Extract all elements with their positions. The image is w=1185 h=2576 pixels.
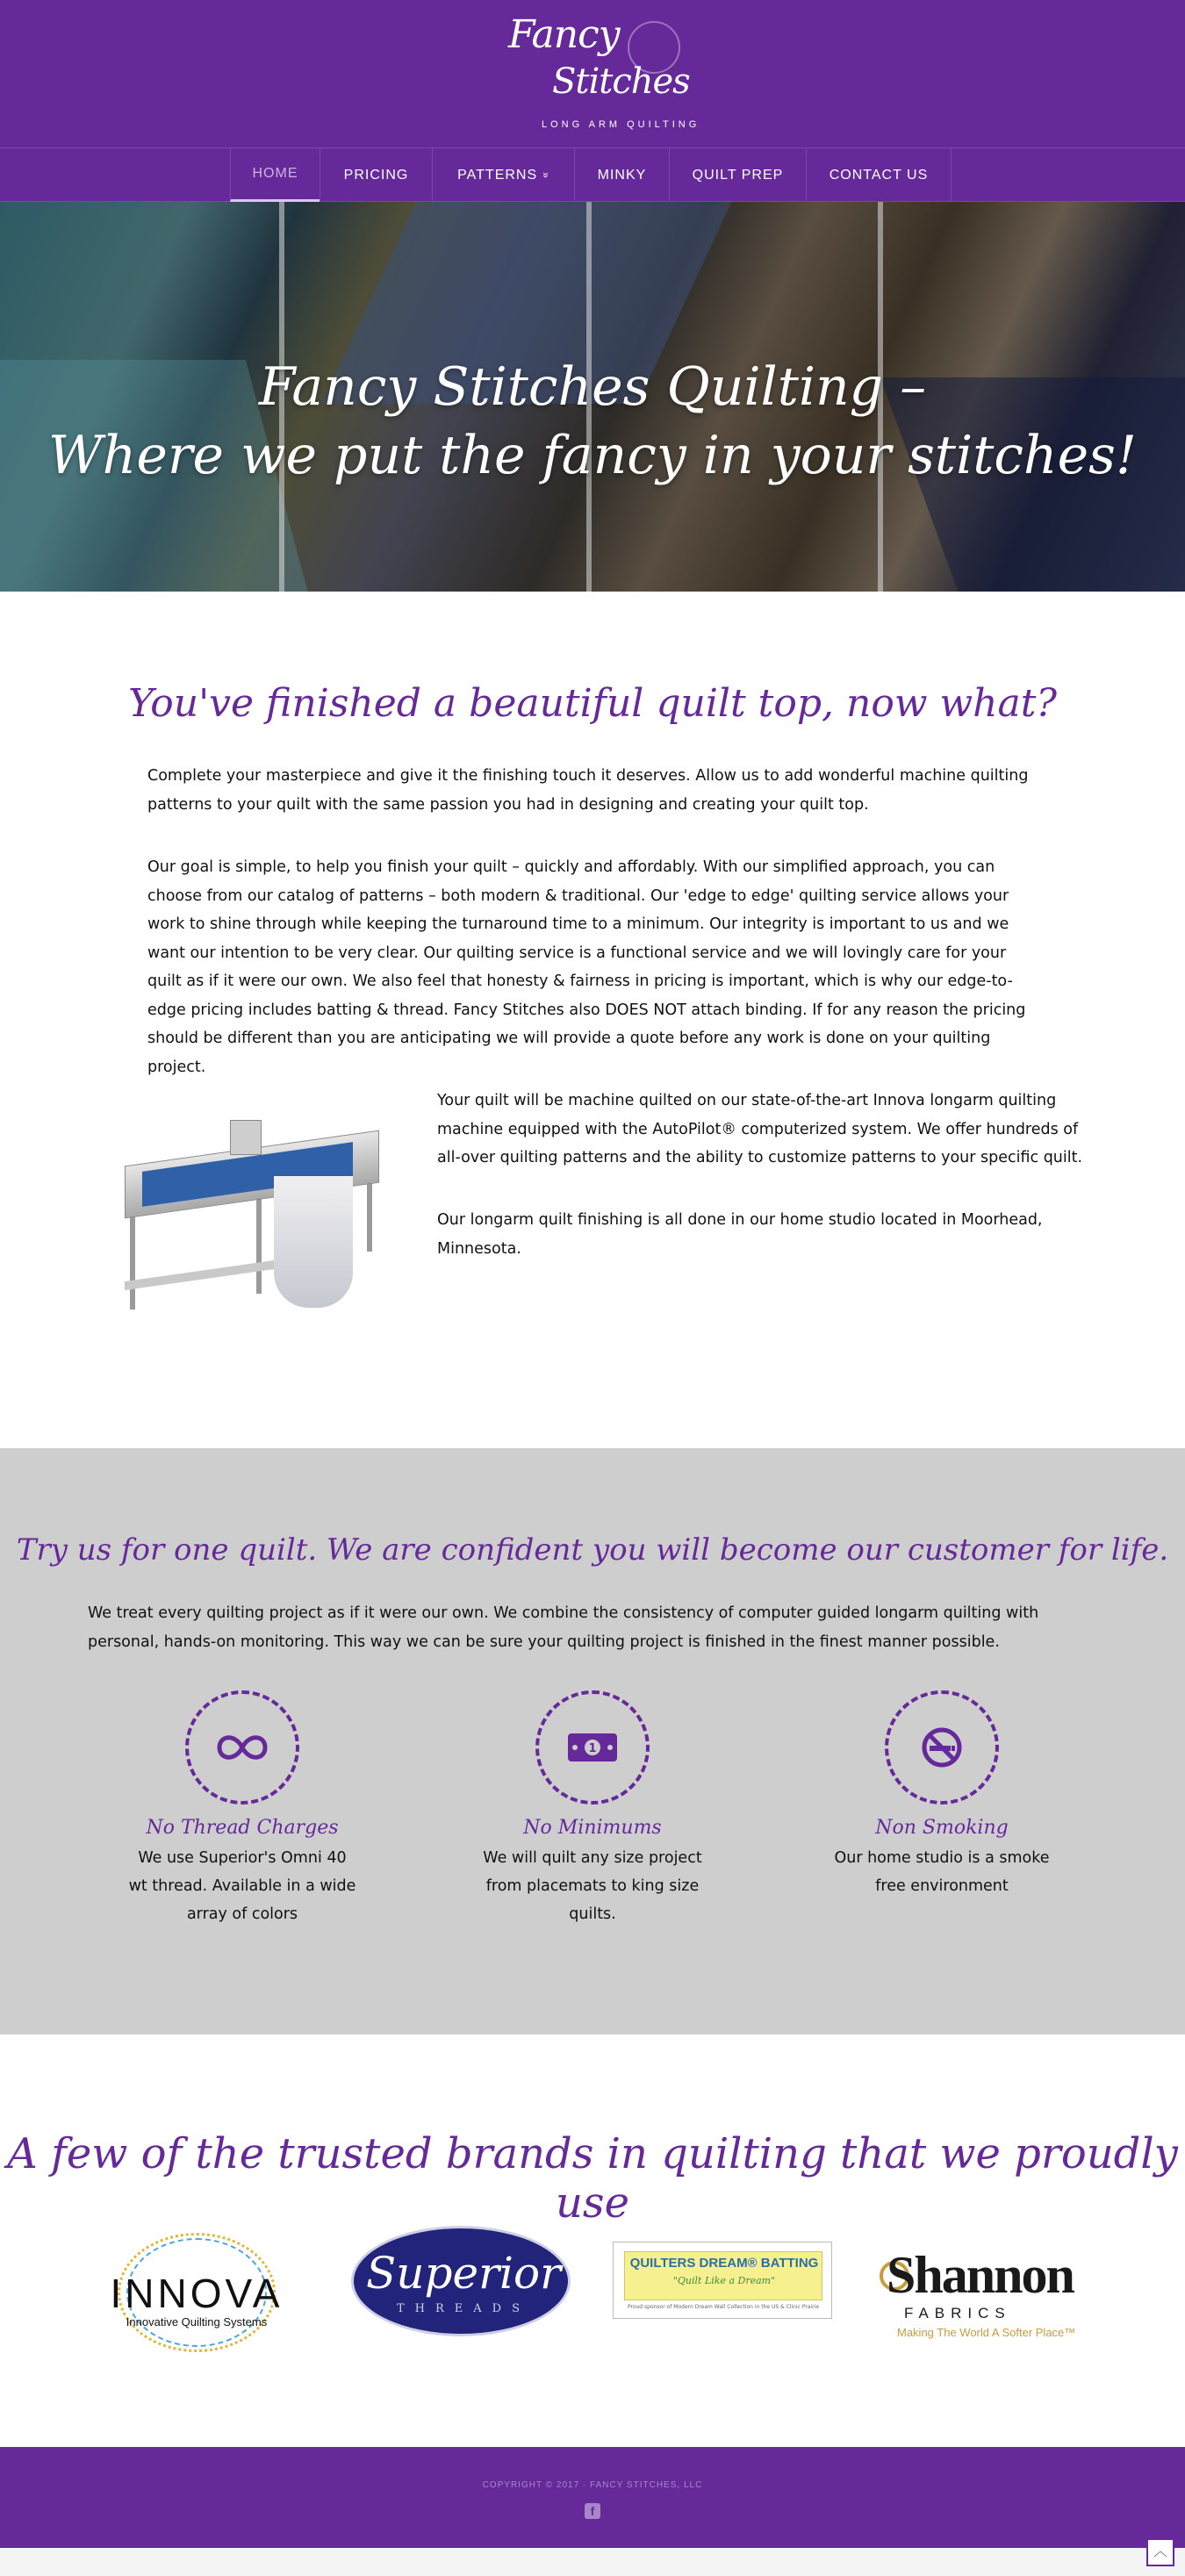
feature-icon-circle [185,1690,299,1805]
intro-heading: You've finished a beautiful quilt top, now what? [128,681,1057,726]
nav-item-home[interactable] [230,148,320,202]
feature-title: No Minimums [523,1817,662,1839]
shannon-fabrics-logo[interactable] [878,2245,1088,2350]
site-logo[interactable] [496,12,700,140]
brands-heading: A few of the trusted brands in quilting that we proudly use [7,2129,1178,2228]
money-bill-icon [566,1730,619,1765]
intro-section [0,592,1185,1448]
nav-item-label: PATTERNS [457,167,538,183]
nav-item-minky[interactable] [574,148,669,202]
feature-icon-circle [885,1690,999,1805]
feature-text: Our home studio is a smoke free environment [834,1849,1050,1895]
innova-logo-text: INNOVA [110,2271,284,2316]
qdb-logo-subtext: "Quilt Like a Dream" [672,2275,776,2286]
nav-item-label: HOME [252,166,298,181]
facebook-icon[interactable]: f [585,2503,600,2519]
main-navigation [0,147,1185,202]
features-section [0,1448,1185,2034]
site-footer [0,2447,1185,2548]
longarm-machine-image [107,1095,397,1320]
qdb-logo-text: QUILTERS DREAM® BATTING [629,2256,819,2271]
nav-item-contact-us[interactable] [806,148,952,202]
logo-tagline: LONG ARM QUILTING [542,119,700,130]
svg-text:1: 1 [588,1742,597,1755]
brands-section [0,2034,1185,2447]
feature-icon-circle [535,1690,650,1805]
feature-no-minimums [478,1690,707,1928]
nav-item-quilt-prep[interactable] [669,148,806,202]
feature-non-smoking [828,1690,1056,1900]
feature-title: Non Smoking [875,1817,1009,1839]
nav-menu [230,148,952,202]
nav-item-label: MINKY [597,167,647,183]
logo-line2: Stitches [552,61,690,102]
feature-no-thread-charges [128,1690,356,1928]
shannon-logo-tagline: Making The World A Softer Place™ [897,2326,1076,2339]
qdb-logo-fineprint: Proud sponsor of Modern Dream Wall Collection in the US & Clinic Prairie [627,2304,820,2310]
intro-paragraph: Our goal is simple, to help you finish your quilt – quickly and affordably. With our simplified approach, you can choose from our catalog of patterns – both modern & traditional. Our 'edge to edge' quilting service allows your work to shine through while keeping the turnaround time to a minimum. Our integrity is important to us and we want our intention to be very clear. Our quilting service is a functional service and we will lovingly care for your quilt as if it were our own. We also feel that honesty & fairness in pricing is important, which is why our edge-to-edge pricing includes batting & thread. Fancy Stitches also DOES NOT attach binding. If for any reason the pricing should be different than you are anticipating we will provide a quote before any work is done on your quilting project. [147,858,1026,1076]
superior-threads-logo[interactable] [351,2226,571,2336]
infinity-thread-icon [214,1730,270,1765]
intro-paragraph: Complete your masterpiece and give it the finishing touch it deserves. Allow us to add wonderful machine quilting patterns to your quilt with the same passion you had in designing and creating your quilt top. [147,767,1029,814]
superior-logo-subtext: THREADS [396,2302,530,2315]
nav-item-label: QUILT PREP [692,167,784,183]
innova-logo-subtext: Innovative Quilting Systems [126,2315,268,2328]
shannon-logo-text: Shannon [887,2246,1074,2304]
hero-title-line1: Fancy Stitches Quilting – [258,356,927,418]
nav-item-pricing[interactable] [320,148,432,202]
machine-paragraph: Your quilt will be machine quilted on our state-of-the-art Innova longarm quilting machine equipped with the AutoPilot® computerized system. We offer hundreds of all-over quilting patterns and the ability to customize patterns to your specific quilt. [437,1092,1083,1166]
feature-title: No Thread Charges [146,1817,339,1839]
hero-banner [0,202,1185,592]
copyright-text: COPYRIGHT © 2017 · FANCY STITCHES, LLC [482,2480,703,2490]
nav-item-patterns[interactable] [432,148,574,202]
hero-title-line2: Where we put the fancy in your stitches! [48,425,1137,486]
site-header [0,0,1185,147]
quilters-dream-batting-logo[interactable] [613,2242,832,2319]
innova-logo[interactable] [91,2233,302,2352]
nav-item-label: CONTACT US [829,167,929,183]
feature-text: We use Superior's Omni 40 wt thread. Available in a wide array of colors [128,1849,356,1923]
studio-location-paragraph: Our longarm quilt finishing is all done in our home studio located in Moorhead, Minnesota. [437,1211,1043,1258]
features-heading: Try us for one quilt. We are confident you will become our customer for life. [16,1532,1169,1568]
superior-logo-text: Superior [366,2248,561,2299]
logo-line1: Fancy [508,12,620,57]
feature-text: We will quilt any size project from placemats to king size quilts. [483,1849,702,1923]
nav-item-label: PRICING [343,167,409,183]
chevron-up-icon: ︿ [1153,2543,1167,2559]
back-to-top-button[interactable] [1146,2538,1174,2566]
no-smoking-icon [921,1726,963,1769]
chevron-down-icon: » [539,171,552,179]
shannon-logo-subtext: FABRICS [904,2305,1011,2321]
features-paragraph: We treat every quilting project as if it were our own. We combine the consistency of computer guided longarm quilting with personal, hands-on monitoring. This way we can be sure your quilting project is finished in the finest manner possible. [88,1604,1039,1651]
